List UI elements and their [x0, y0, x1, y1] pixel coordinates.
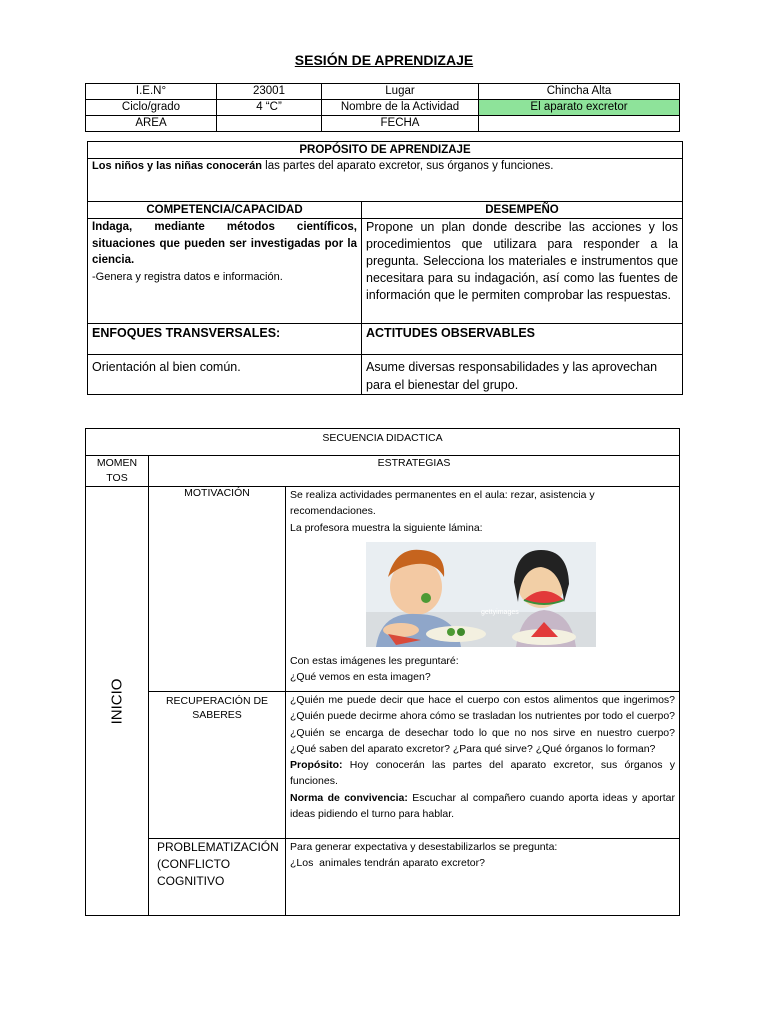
proposito-label-inline: Propósito:	[290, 759, 343, 772]
actitudes-header: ACTITUDES OBSERVABLES	[362, 324, 683, 355]
page-title: SESIÓN DE APRENDIZAJE	[294, 52, 474, 68]
children-eating-illustration	[366, 542, 596, 647]
proposito-rest: las partes del aparato excretor, sus órganos y funciones.	[261, 160, 554, 172]
proposito-bold: Los niños y las niñas conocerán	[92, 160, 262, 172]
motivacion-label: MOTIVACIÓN	[149, 487, 286, 692]
proposito-text	[88, 159, 683, 202]
motivacion-line4: ¿Qué vemos en esta imagen?	[290, 671, 431, 684]
recuperacion-label: RECUPERACIÓN DE SABERES	[149, 692, 286, 839]
motivacion-content	[286, 487, 680, 692]
area-label: AREA	[86, 116, 217, 132]
recuperacion-content	[286, 692, 680, 839]
norma-text: Escuchar al compañero cuando aporta ideas y aportar ideas pidiendo el turno para hablar.	[290, 791, 675, 821]
lugar-label: Lugar	[322, 84, 479, 100]
lugar-value: Chincha Alta	[479, 84, 680, 100]
actividad-label: Nombre de la Actividad	[322, 100, 479, 116]
fecha-label: FECHA	[322, 116, 479, 132]
area-value	[217, 116, 322, 132]
recuperacion-text: ¿Quién me puede decir que hace el cuerpo con estos alimentos que ingerimos? ¿Quién puede decirme ahora cómo se trasladan los nutrientes por todo el cuerpo? ¿Quién se encarga de desechar todo lo que no nos sirve en nuestro cuerpo? ¿Qué saben del aparato excretor? ¿Para qué sirve? ¿Qué órganos lo forman?	[290, 694, 675, 755]
enfoques-value: Orientación al bien común.	[88, 355, 362, 395]
problematizacion-label: PROBLEMATIZACIÓN (CONFLICTO COGNITIVO	[149, 839, 286, 916]
ciclo-label: Ciclo/grado	[86, 100, 217, 116]
competencia-header: COMPETENCIA/CAPACIDAD	[88, 202, 362, 219]
enfoques-header: ENFOQUES TRANSVERSALES:	[88, 324, 362, 355]
ie-value: 23001	[217, 84, 322, 100]
motivacion-line1: Se realiza actividades permanentes en el aula: rezar, asistencia y recomendaciones.	[290, 489, 595, 518]
actividad-value: El aparato excretor	[479, 100, 680, 116]
problematizacion-line1: Para generar expectativa y desestabilizarlos se pregunta:	[290, 841, 558, 853]
desempeno-text: Propone un plan donde describe las acciones y los procedimientos que utilizara para responder a la pregunta. Selecciona los materiales e instrumentos que necesitara para su indagación, así como las fuentes de información que le permiten comprobar las respuestas.	[362, 219, 683, 324]
motivacion-line3: Con estas imágenes les preguntaré:	[290, 654, 459, 667]
ciclo-value: 4 “C”	[217, 100, 322, 116]
secuencia-table	[85, 428, 680, 916]
competencia-text: Indaga, mediante métodos científicos, situaciones que pueden ser investigadas por la ciencia.	[92, 221, 357, 266]
momentos-label: MOMEN TOS	[86, 456, 149, 487]
proposito-text-inline: Hoy conocerán las partes del aparato excretor, sus órganos y funciones.	[290, 759, 675, 788]
motivacion-line2: La profesora muestra la siguiente lámina:	[290, 521, 483, 534]
desempeno-header: DESEMPEÑO	[362, 202, 683, 219]
inicio-label: INICIO	[108, 678, 126, 724]
capacidad-text: -Genera y registra datos e información.	[92, 270, 283, 283]
secuencia-title: SECUENCIA DIDACTICA	[86, 429, 680, 456]
problematizacion-line2: ¿Los animales tendrán aparato excretor?	[290, 857, 485, 870]
ie-label: I.E.N°	[86, 84, 217, 100]
norma-label: Norma de convivencia:	[290, 791, 408, 804]
inicio-cell	[86, 487, 149, 916]
proposito-table	[87, 141, 683, 395]
problematizacion-content	[286, 839, 680, 916]
actitudes-value: Asume diversas responsabilidades y las aprovechan para el bienestar del grupo.	[362, 355, 683, 395]
proposito-header: PROPÓSITO DE APRENDIZAJE	[88, 142, 683, 159]
fecha-value	[479, 116, 680, 132]
info-table	[85, 83, 680, 132]
estrategias-label: ESTRATEGIAS	[149, 456, 680, 487]
image-watermark: gettyimages	[481, 608, 519, 616]
